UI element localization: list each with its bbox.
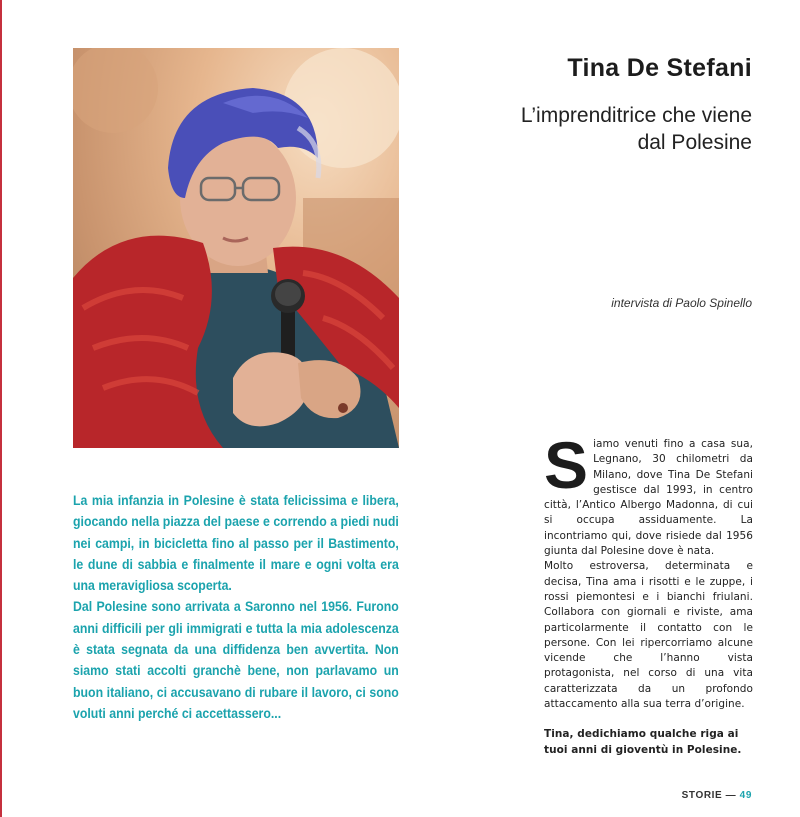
page-number: 49 [739,790,752,801]
section-label: STORIE — [681,790,737,801]
article-title: Tina De Stefani [567,54,752,82]
article-paragraph [544,428,753,559]
article-body [544,428,753,758]
pull-quote [73,490,399,724]
interview-question: Tina, dedichiamo qualche riga ai tuoi anni di gioventù in Polesine. [544,728,742,756]
subtitle-line-2: dal Polesine [637,131,752,154]
byline: intervista di Paolo Spinello [611,296,752,310]
quote-paragraph: La mia infanzia in Polesine è stata felicissima e libera, giocando nella piazza del paese e correndo a piedi nudi nei campi, in bicicletta fino al passo per il Bastimento, le dune di sabbia e finalmente il mare e ogni volta era una meravigliosa scoperta. [73,493,399,594]
article-paragraph-text: iamo venuti fino a casa sua, Legnano, 30 chilometri da Milano, dove Tina De Stefani gestisce dal 1993, in centro città, l’Antico Albergo Madonna, di cui si occupa assiduamente. La incontriamo qui, dove risiede dal 1956 giunta dal Polesine dove è nata. [544,438,753,558]
woman-with-microphone-icon [73,48,399,448]
portrait-photo [73,48,399,448]
quote-paragraph: Dal Polesine sono arrivata a Saronno nel 1956. Furono anni difficili per gli immigrati e tutta la mia adolescenza è stata segnata da una diffidenza ben avvertita. Non siamo stati accolti granchè bene, non parlavamo un buon italiano, ci accusavano di rubare il lavoro, ci sono voluti anni perché ci accettassero... [73,599,399,721]
subtitle-line-1: L’imprenditrice che viene [520,104,752,127]
page-folio [682,790,752,801]
page-edge-line [0,0,2,817]
drop-cap: S [544,428,589,502]
article-paragraph: Molto estroversa, determinata e decisa, Tina ama i risotti e le zuppe, i rossi piemontesi e i bianchi friulani. Collabora con giornali e riviste, ama particolarmente il contatto con le persone. Con lei ripercorriamo alcune vicende che l’hanno vista protagonista, nel corso di una vita caratterizzata da un profondo attaccamento alla sua terra d’origine. [544,560,753,711]
article-subtitle [452,102,752,156]
